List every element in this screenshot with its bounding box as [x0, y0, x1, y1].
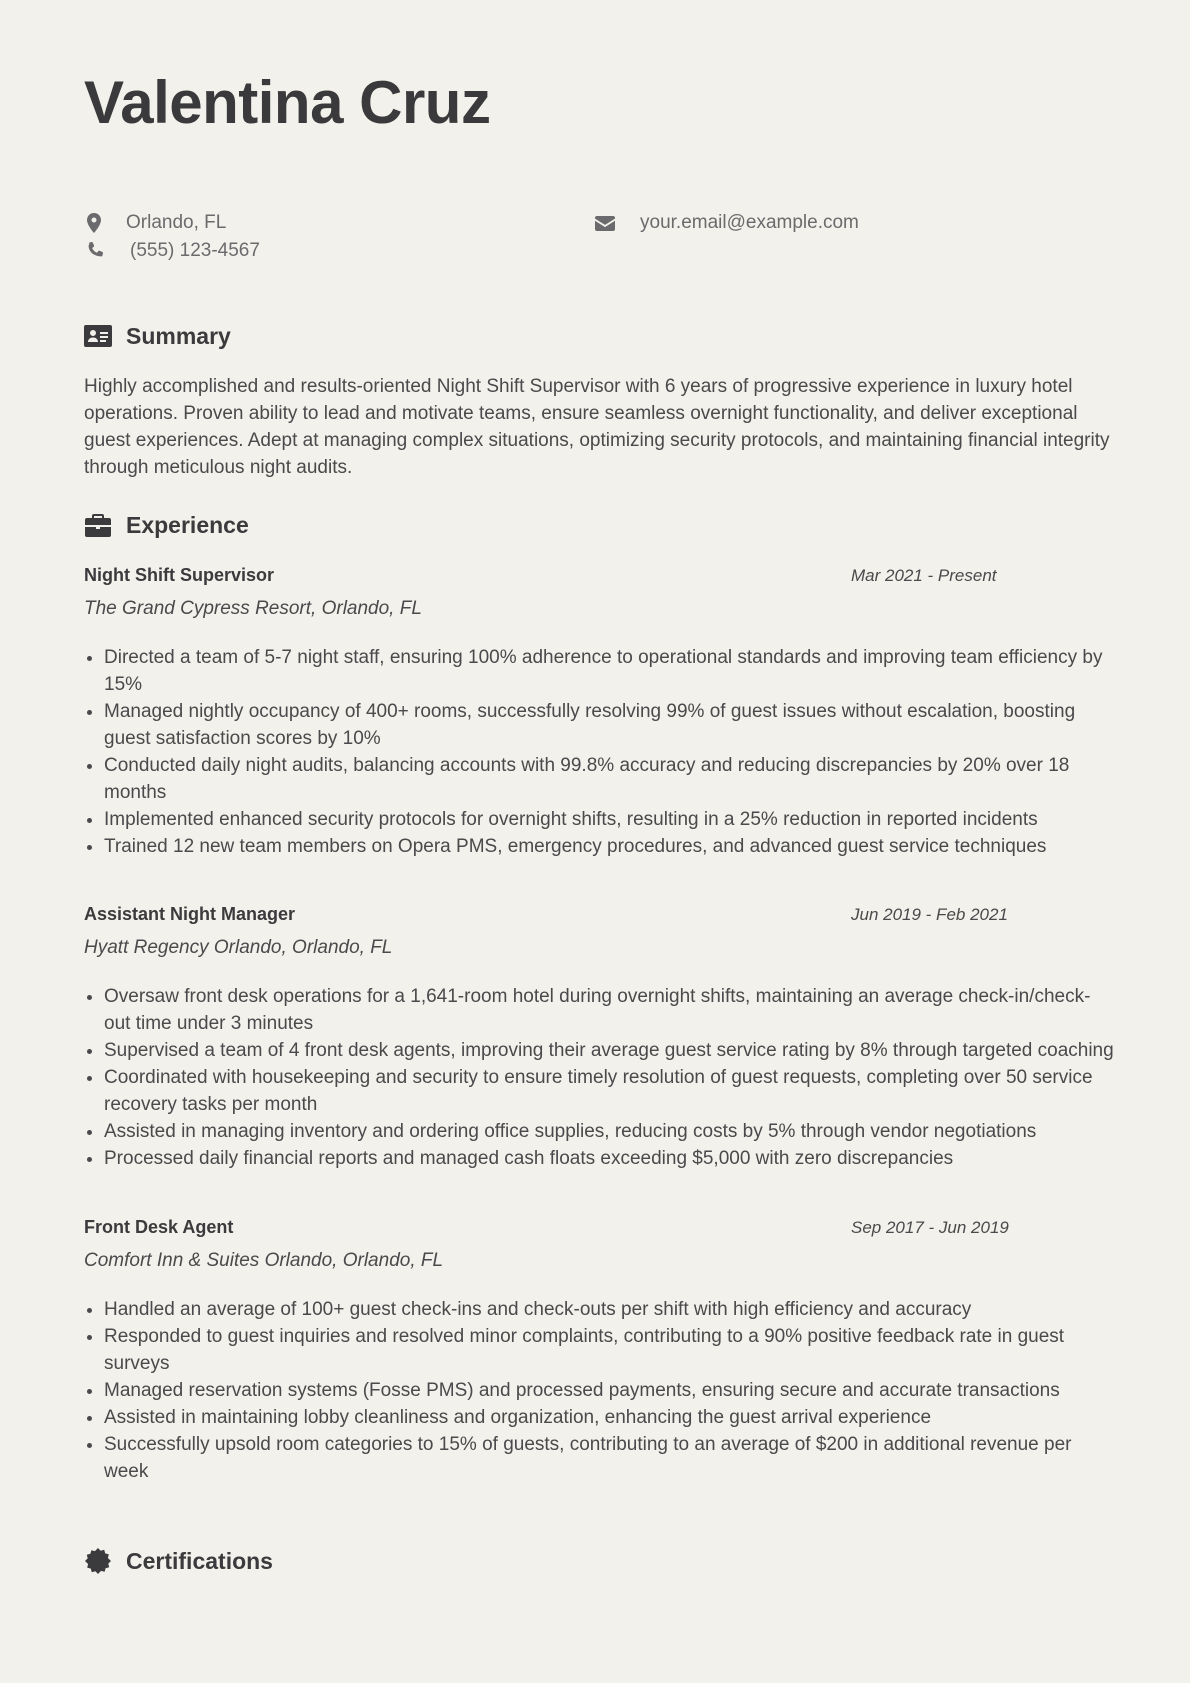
job-title: Assistant Night Manager — [84, 904, 296, 924]
email-link[interactable]: your.email@example.com — [640, 212, 859, 233]
contact-phone — [84, 240, 260, 262]
bullet-item: Conducted daily night audits, balancing accounts with 99.8% accuracy and reducing discrepancies by 20% over 18 months — [84, 752, 1114, 806]
experience-heading — [84, 511, 249, 539]
map-marker-icon — [84, 212, 104, 234]
summary-text: Highly accomplished and results-oriented Night Shift Supervisor with 6 years of progressive experience in luxury hotel operations. Proven ability to lead and motivate teams, ensure seamless overnight functionality, and deliver exceptional guest experiences. Adept at managing complex situations, optimizing security protocols, and maintaining financial integrity through meticulous night audits. — [84, 376, 1110, 478]
certifications-heading — [84, 1547, 273, 1575]
summary-title: Summary — [126, 322, 231, 349]
contact-email — [594, 212, 859, 234]
job-title: Night Shift Supervisor — [84, 565, 275, 585]
phone-text: (555) 123-4567 — [130, 240, 260, 261]
job-bullets — [84, 983, 1114, 1172]
job-bullets — [84, 644, 1114, 860]
bullet-item: Directed a team of 5-7 night staff, ensuring 100% adherence to operational standards and improving team efficiency by 15% — [84, 644, 1114, 698]
phone-icon — [84, 240, 104, 262]
candidate-name: Valentina Cruz — [84, 69, 491, 136]
job-company: The Grand Cypress Resort, Orlando, FL — [84, 598, 422, 619]
certifications-title: Certifications — [126, 1547, 273, 1574]
job-dates: Mar 2021 - Present — [851, 566, 997, 585]
bullet-item: Managed nightly occupancy of 400+ rooms, successfully resolving 99% of guest issues without escalation, boosting guest satisfaction scores by 10% — [84, 698, 1114, 752]
job-bullets — [84, 1296, 1114, 1485]
job-dates: Sep 2017 - Jun 2019 — [851, 1218, 1009, 1237]
job-company: Comfort Inn & Suites Orlando, Orlando, FL — [84, 1250, 444, 1271]
bullet-item: Handled an average of 100+ guest check-ins and check-outs per shift with high efficiency and accuracy — [84, 1296, 1114, 1323]
job-company: Hyatt Regency Orlando, Orlando, FL — [84, 937, 393, 958]
bullet-item: Implemented enhanced security protocols for overnight shifts, resulting in a 25% reduction in reported incidents — [84, 806, 1114, 833]
job-dates: Jun 2019 - Feb 2021 — [851, 905, 1008, 924]
job-title: Front Desk Agent — [84, 1217, 234, 1237]
bullet-item: Assisted in maintaining lobby cleanliness and organization, enhancing the guest arrival experience — [84, 1404, 1114, 1431]
contact-location — [84, 212, 226, 234]
bullet-item: Coordinated with housekeeping and security to ensure timely resolution of guest requests, completing over 50 service recovery tasks per month — [84, 1064, 1114, 1118]
bullet-item: Responded to guest inquiries and resolved minor complaints, contributing to a 90% positive feedback rate in guest surveys — [84, 1323, 1114, 1377]
bullet-item: Supervised a team of 4 front desk agents, improving their average guest service rating by 8% through targeted coaching — [84, 1037, 1114, 1064]
certificate-badge-icon — [84, 1547, 112, 1575]
experience-title: Experience — [126, 511, 249, 538]
summary-heading — [84, 322, 231, 350]
bullet-item: Processed daily financial reports and managed cash floats exceeding $5,000 with zero discrepancies — [84, 1145, 1114, 1172]
id-card-icon — [84, 322, 112, 350]
bullet-item: Assisted in managing inventory and ordering office supplies, reducing costs by 5% through vendor negotiations — [84, 1118, 1114, 1145]
location-text: Orlando, FL — [126, 212, 227, 233]
bullet-item: Managed reservation systems (Fosse PMS) and processed payments, ensuring secure and accurate transactions — [84, 1377, 1114, 1404]
bullet-item: Trained 12 new team members on Opera PMS, emergency procedures, and advanced guest service techniques — [84, 833, 1114, 860]
bullet-item: Oversaw front desk operations for a 1,641-room hotel during overnight shifts, maintaining an average check-in/check-out time under 3 minutes — [84, 983, 1114, 1037]
envelope-icon — [594, 212, 616, 234]
briefcase-icon — [84, 511, 112, 539]
bullet-item: Successfully upsold room categories to 15% of guests, contributing to an average of $200 in additional revenue per week — [84, 1431, 1114, 1485]
